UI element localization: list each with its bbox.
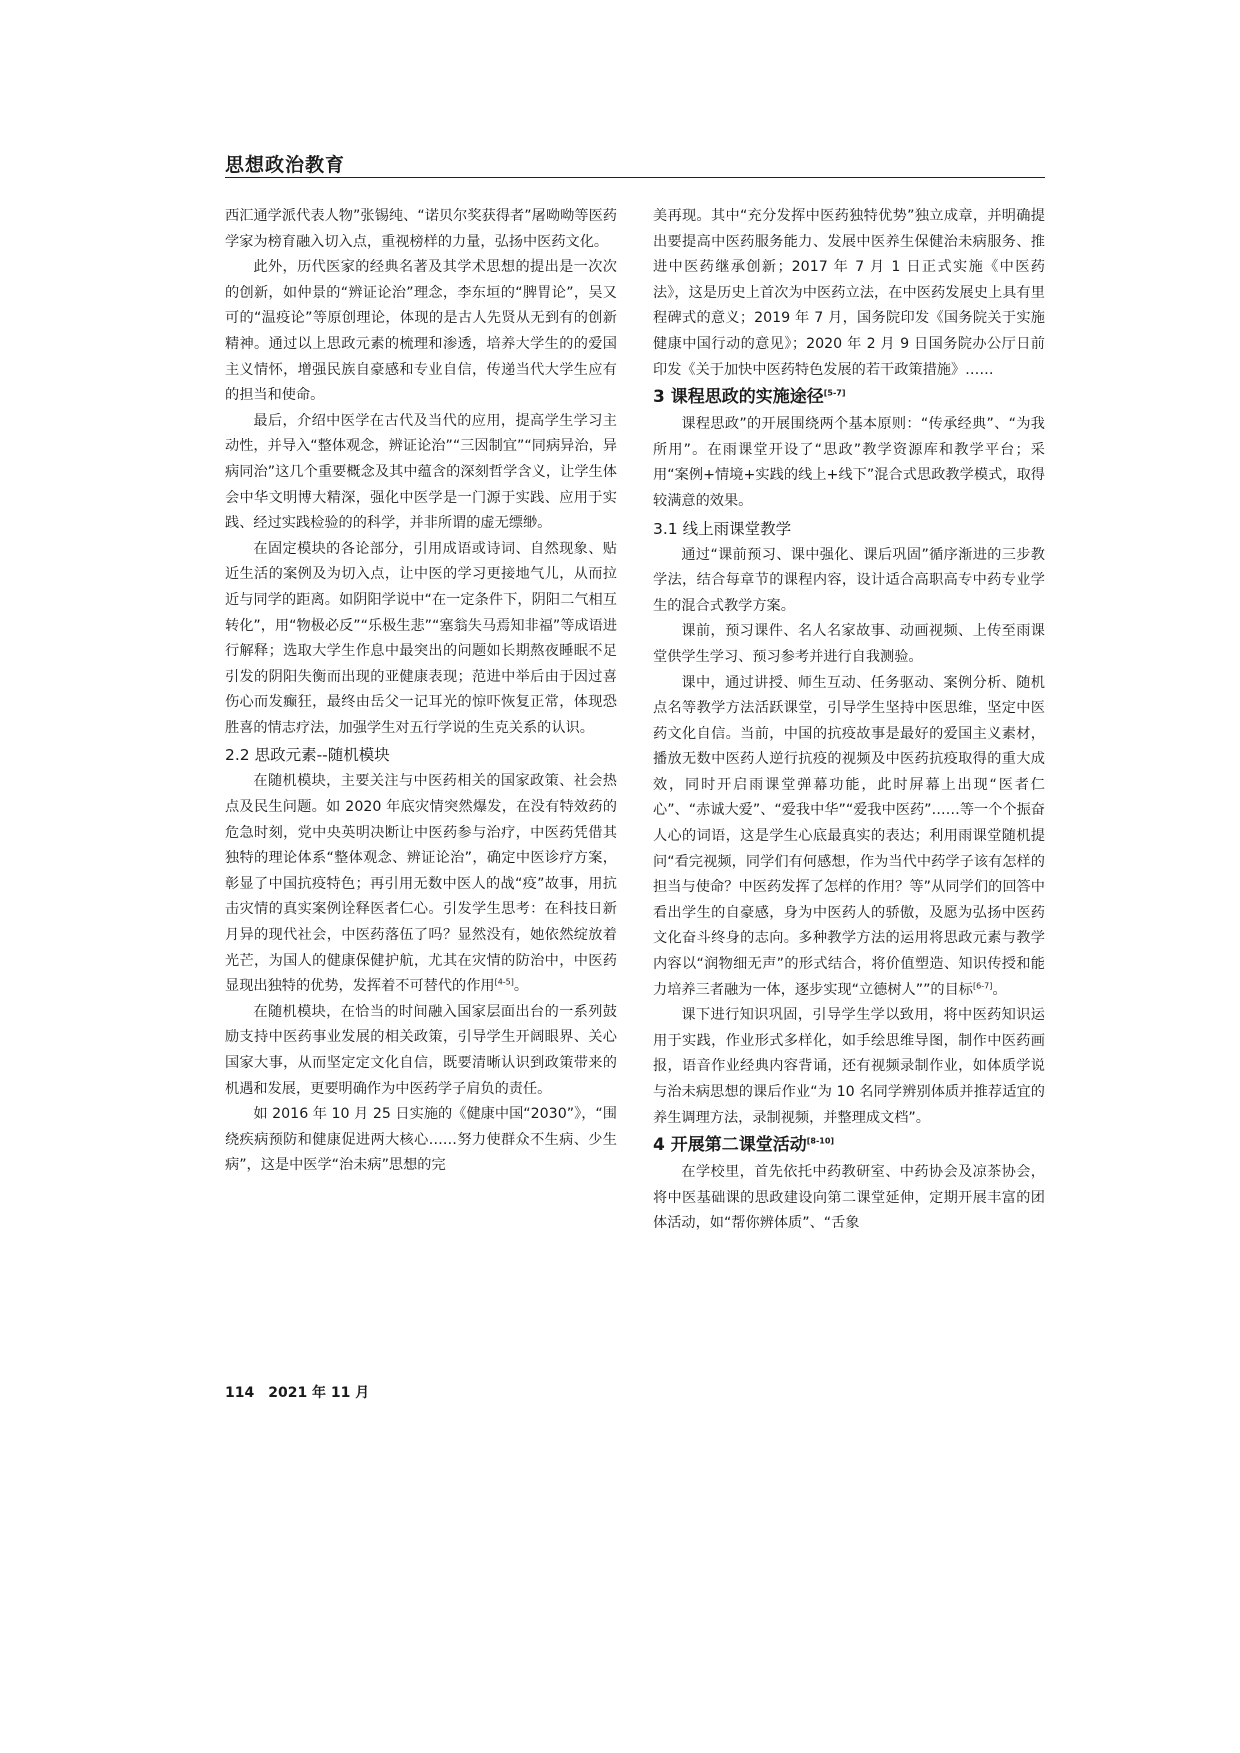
paragraph: 通过“课前预习、课中强化、课后巩固”循序渐进的三步教学法，结合每章节的课程内容，设计适合高职高专中药专业学生的混合式教学方案。 [653, 546, 1045, 614]
citation-mark: [6-7] [973, 980, 993, 990]
citation-mark: [5-7] [823, 388, 846, 398]
paragraph [225, 769, 617, 999]
section-heading-4 [653, 1132, 1045, 1159]
paragraph: 美再现。其中“充分发挥中医药独特优势”独立成章，并明确提出要提高中医药服务能力、发展中医养生保健治未病服务、推进中医药继承创新；2017 年 7 月 1 日正式实施《中医药法》，这是历史上首次为中医药立法，在中医药发展史上具有里程碑式的意义；2019 年 7 月，国务院印发《国务院关于实施健康中国行动的意见》；2020 年 2 月 9 日国务院办公厅日前印发《关于加快中医药特色发展的若干政策措施》…… [653, 208, 1045, 378]
paragraph: 在固定模块的各论部分，引用成语或诗词、自然现象、贴近生活的案例及为切入点，让中医的学习更接地气儿，从而拉近与同学的距离。如阴阳学说中“在一定条件下，阴阳二气相互转化”，用“物极必反”“乐极生悲”“塞翁失马焉知非福”等成语进行解释；选取大学生作息中最突出的问题如长期熬夜睡眠不足引发的阴阳失衡而出现的亚健康表现；范进中举后由于因过喜伤心而发癫狂，最终由岳父一记耳光的惊吓恢复正常，体现恐胜喜的情志疗法，加强学生对五行学说的生克关系的认识。 [225, 540, 617, 736]
paragraph: 最后，介绍中医学在古代及当代的应用，提高学生学习主动性，并导入“整体观念，辨证论治”“三因制宜”“同病异治，异病同治”这几个重要概念及其中蕴含的深刻哲学含义，让学生体会中华文明博大精深，强化中医学是一门源于实践、应用于实践、经过实践检验的的科学，并非所谓的虚无缥缈。 [225, 412, 617, 532]
paragraph: 如 2016 年 10 月 25 日实施的《健康中国“2030”》，“围绕疾病预防和健康促进两大核心……努力使群众不生病、少生病”，这是中医学“治未病”思想的完 [225, 1106, 617, 1174]
header-rule [225, 177, 1045, 178]
paragraph: 西汇通学派代表人物”张锡纯、“诺贝尔奖获得者”屠呦呦等医药学家为榜育融入切入点，重视榜样的力量，弘扬中医药文化。 [225, 208, 617, 250]
page-footer: 114 2021 年 11 月 [225, 1385, 370, 1401]
paragraph-text: 在随机模块，主要关注与中医药相关的国家政策、社会热点及民生问题。如 2020 年底灾情突然爆发，在没有特效药的危急时刻，党中央英明决断让中医药参与治疗，中医药凭借其独特的理论体系“整体观念、辨证论治”，确定中医诊疗方案，彰显了中国抗疫特色；再引用无数中医人的战“疫”故事，用抗击灾情的真实案例诠释医者仁心。引发学生思考：在科技日新月异的现代社会，中医药落伍了吗？显然没有，她依然绽放着光芒，为国人的健康保健护航，尤其在灾情的防治中，中医药显现出独特的优势，发挥着不可替代的作用 [225, 773, 617, 995]
section-heading-3 [653, 384, 1045, 411]
section-heading-3-1: 3.1 线上雨课堂教学 [653, 519, 792, 538]
paragraph-end: 。 [513, 978, 529, 995]
citation-mark: [8-10] [806, 1136, 835, 1146]
paragraph: 课程思政”的开展围绕两个基本原则：“传承经典”、“为我所用”。在雨课堂开设了“思政”教学资源库和教学平台；采用“案例+情境+实践的线上+线下”混合式思政教学模式，取得较满意的效果。 [653, 416, 1045, 509]
paragraph: 此外，历代医家的经典名著及其学术思想的提出是一次次的创新，如仲景的“辨证论治”理念，李东垣的“脾胃论”，吴又可的“温疫论”等原创理论，体现的是古人先贤从无到有的创新精神。通过以上思政元素的梳理和渗透，培养大学生的的爱国主义情怀，增强民族自豪感和专业自信，传递当代大学生应有的担当和使命。 [225, 259, 617, 404]
paragraph-end: 。 [992, 981, 1007, 998]
heading-text: 3 课程思政的实施途径 [653, 387, 824, 408]
running-title: 思想政治教育 [225, 154, 346, 176]
paragraph: 课下进行知识巩固，引导学生学以致用，将中医药知识运用于实践，作业形式多样化，如手绘思维导图，制作中医药画报，语音作业经典内容背诵，还有视频录制作业，如体质学说与治未病思想的课后作业“为 10 名同学辨别体质并推荐适宜的养生调理方法，录制视频，并整理成文档”。 [653, 1007, 1045, 1126]
paragraph-text: 课中，通过讲授、师生互动、任务驱动、案例分析、随机点名等教学方法活跃课堂，引导学生坚持中医思维，坚定中医药文化自信。当前，中国的抗疫故事是最好的爱国主义素材，播放无数中医药人逆行抗疫的视频及中医药抗疫取得的重大成效，同时开启雨课堂弹幕功能，此时屏幕上出现“医者仁心”、“赤诚大爱”、“爱我中华”“爱我中医药”……等一个个振奋人心的词语，这是学生心底最真实的表达；利用雨课堂随机提问“看完视频，同学们有何感想，作为当代中药学子该有怎样的担当与使命？中医药发挥了怎样的作用？等”从同学们的回答中看出学生的自豪感，身为中医药人的骄傲，及愿为弘扬中医药文化奋斗终身的志向。多种教学方法的运用将思政元素与教学内容以“润物细无声”的形式结合，将价值塑造、知识传授和能力培养三者融为一体，逐步实现“立德树人””的目标 [653, 674, 1045, 998]
right-column [653, 204, 1045, 1237]
paragraph: 在随机模块，在恰当的时间融入国家层面出台的一系列鼓励支持中医药事业发展的相关政策，引导学生开阔眼界、关心国家大事，从而坚定定文化自信，既要清晰认识到政策带来的机遇和发展，更要明确作为中医药学子肩负的责任。 [225, 1003, 617, 1097]
left-column [225, 204, 617, 1179]
paragraph [653, 671, 1045, 1004]
paragraph: 在学校里，首先依托中药教研室、中药协会及凉茶协会，将中医基础课的思政建设向第二课堂延伸，定期开展丰富的团体活动，如“帮你辨体质”、“舌象 [653, 1164, 1045, 1232]
paragraph: 课前，预习课件、名人名家故事、动画视频、上传至雨课堂供学生学习、预习参考并进行自我测验。 [653, 623, 1045, 665]
heading-text: 4 开展第二课堂活动 [653, 1135, 807, 1156]
citation-mark: [4-5] [494, 977, 514, 987]
section-heading-2-2: 2.2 思政元素--随机模块 [225, 746, 390, 765]
